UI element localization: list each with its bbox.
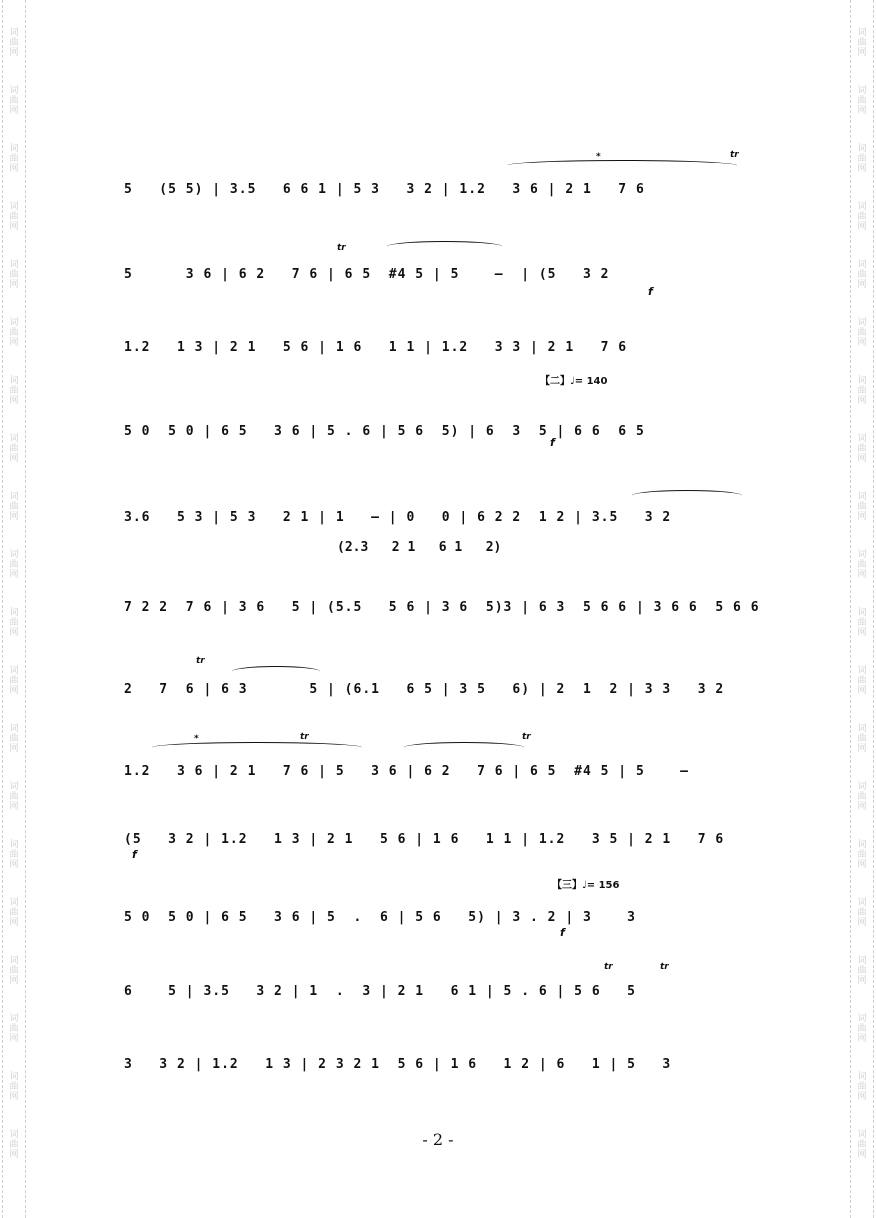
watermark-char: 网 (9, 222, 19, 232)
watermark-char: 曲 (9, 908, 19, 918)
watermark-char: 网 (9, 1092, 19, 1102)
score-row-12 (112, 1035, 762, 1105)
trill-mark: tr (730, 150, 739, 160)
watermark-char: 词 (9, 144, 19, 154)
watermark-char: 网 (9, 454, 19, 464)
watermark-char: 词 (857, 28, 867, 38)
watermark-char: 曲 (857, 502, 867, 512)
watermark-char: 词 (9, 318, 19, 328)
score-row-10 (112, 880, 762, 958)
watermark-char: 曲 (857, 328, 867, 338)
watermark-char: 曲 (9, 1082, 19, 1092)
watermark-char: 词 (857, 260, 867, 270)
watermark-char: 网 (9, 164, 19, 174)
watermark-char: 网 (9, 106, 19, 116)
watermark-char: 词 (857, 434, 867, 444)
watermark-char: 词 (9, 492, 19, 502)
watermark-char: 曲 (857, 618, 867, 628)
watermark-char: 曲 (9, 386, 19, 396)
notation-line: 1.2 1 3 | 2 1 5 6 | 1 6 1 1 | 1.2 3 3 | 2 1 7 6 (124, 340, 628, 355)
watermark-char: 网 (9, 570, 19, 580)
watermark-char: 网 (857, 976, 867, 986)
watermark-char: 词 (857, 782, 867, 792)
watermark-char: 曲 (857, 154, 867, 164)
watermark-char: 网 (9, 686, 19, 696)
watermark-char: 网 (9, 1150, 19, 1160)
watermark-char: 网 (9, 48, 19, 58)
watermark-char: 词 (857, 666, 867, 676)
watermark-char: 网 (857, 396, 867, 406)
watermark-char: 网 (857, 686, 867, 696)
watermark-char: 曲 (857, 38, 867, 48)
watermark-char: 词 (9, 202, 19, 212)
watermark-char: 词 (857, 318, 867, 328)
watermark-char: 网 (857, 48, 867, 58)
watermark-char: 词 (857, 86, 867, 96)
watermark-char: 曲 (857, 560, 867, 570)
watermark-char: 词 (9, 956, 19, 966)
forte-dynamic: f (132, 848, 137, 861)
watermark-char: 曲 (857, 676, 867, 686)
watermark-char: 曲 (857, 1024, 867, 1034)
watermark-char: 网 (857, 454, 867, 464)
watermark-char: 曲 (9, 502, 19, 512)
score-row-9 (112, 810, 762, 880)
watermark-char: 词 (857, 1130, 867, 1140)
watermark-char: 词 (9, 28, 19, 38)
watermark-char: 词 (857, 202, 867, 212)
slur-mark (632, 490, 742, 501)
watermark-char: 词 (857, 492, 867, 502)
watermark-char: 网 (9, 860, 19, 870)
watermark-char: 词 (9, 666, 19, 676)
watermark-char: 网 (857, 918, 867, 928)
watermark-char: 网 (9, 512, 19, 522)
score-row-2 (112, 245, 762, 315)
watermark-char: 网 (857, 338, 867, 348)
watermark-char: 词 (9, 840, 19, 850)
trill-mark: tr (337, 243, 346, 253)
watermark-char: 词 (9, 434, 19, 444)
watermark-char: 网 (9, 918, 19, 928)
watermark-char: 词 (9, 724, 19, 734)
watermark-char: 词 (857, 956, 867, 966)
watermark-char: 网 (857, 164, 867, 174)
slur-mark (404, 742, 524, 753)
watermark-char: 曲 (9, 270, 19, 280)
watermark-char: 词 (857, 608, 867, 618)
notation-line: 2 7 6 | 6 3 5 | (6.1 6 5 | 3 5 6) | 2 1 2 | 3 3 3 2 (124, 682, 725, 697)
page-number: - 2 - (422, 1130, 454, 1149)
section-tempo-label: 【三】♩= 156 (552, 880, 620, 891)
notation-line: 5 (5 5) | 3.5 6 6 1 | 5 3 3 2 | 1.2 3 6 | 2 1 7 6 (124, 182, 645, 197)
notation-subline: (2.3 2 1 6 1 2) (337, 540, 502, 555)
watermark-char: 网 (857, 570, 867, 580)
slur-mark (507, 160, 737, 171)
slur-mark (152, 742, 362, 753)
notation-line: 3 3 2 | 1.2 1 3 | 2 3 2 1 5 6 | 1 6 1 2 | 6 1 | 5 3 (124, 1057, 672, 1072)
watermark-char: 网 (9, 280, 19, 290)
watermark-char: 曲 (9, 618, 19, 628)
star-mark: * (596, 152, 601, 162)
watermark-char: 词 (9, 608, 19, 618)
watermark-char: 词 (9, 898, 19, 908)
watermark-char: 词 (9, 1014, 19, 1024)
watermark-char: 网 (9, 744, 19, 754)
watermark-char: 网 (9, 628, 19, 638)
watermark-char: 曲 (857, 966, 867, 976)
score-row-7 (112, 656, 762, 730)
watermark-char: 曲 (9, 444, 19, 454)
notation-line: (5 3 2 | 1.2 1 3 | 2 1 5 6 | 1 6 1 1 | 1.2 3 5 | 2 1 7 6 (124, 832, 725, 847)
watermark-char: 词 (9, 86, 19, 96)
watermark-char: 曲 (9, 560, 19, 570)
score-row-1 (112, 150, 762, 230)
score-row-3 (112, 318, 762, 388)
watermark-char: 网 (857, 1092, 867, 1102)
watermark-char: 曲 (9, 966, 19, 976)
watermark-char: 曲 (9, 38, 19, 48)
score-row-8 (112, 732, 762, 812)
watermark-char: 词 (9, 376, 19, 386)
watermark-char: 曲 (9, 1140, 19, 1150)
watermark-char: 曲 (857, 1140, 867, 1150)
watermark-char: 曲 (9, 1024, 19, 1034)
watermark-char: 曲 (857, 1082, 867, 1092)
watermark-char: 曲 (857, 212, 867, 222)
watermark-char: 曲 (857, 270, 867, 280)
watermark-char: 网 (857, 628, 867, 638)
trill-mark: tr (604, 962, 613, 972)
watermark-char: 词 (857, 724, 867, 734)
watermark-char: 曲 (9, 850, 19, 860)
watermark-char: 曲 (857, 96, 867, 106)
slur-mark (387, 241, 502, 252)
watermark-char: 网 (857, 1150, 867, 1160)
watermark-char: 曲 (9, 734, 19, 744)
watermark-char: 曲 (857, 792, 867, 802)
watermark-char: 网 (9, 396, 19, 406)
watermark-char: 曲 (9, 676, 19, 686)
watermark-char: 曲 (857, 386, 867, 396)
forte-dynamic: f (560, 926, 565, 939)
trill-mark: tr (196, 656, 205, 666)
forte-dynamic: f (550, 436, 555, 449)
notation-line: 1.2 3 6 | 2 1 7 6 | 5 3 6 | 6 2 7 6 | 6 5 #4 5 | 5 — (124, 764, 689, 779)
notation-line: 6 5 | 3.5 3 2 | 1 . 3 | 2 1 6 1 | 5 . 6 | 5 6 5 (124, 984, 636, 999)
score-row-4 (112, 376, 762, 472)
watermark-char: 网 (857, 860, 867, 870)
watermark-char: 网 (857, 744, 867, 754)
watermark-char: 词 (857, 1014, 867, 1024)
watermark-char: 词 (9, 1130, 19, 1140)
watermark-char: 词 (857, 144, 867, 154)
watermark-char: 词 (857, 1072, 867, 1082)
notation-line: 5 0 5 0 | 6 5 3 6 | 5 . 6 | 5 6 5) | 6 3 5 | 6 6 6 5 (124, 424, 645, 439)
watermark-char: 词 (857, 550, 867, 560)
watermark-char: 网 (9, 1034, 19, 1044)
watermark-char: 网 (9, 338, 19, 348)
watermark-char: 网 (9, 976, 19, 986)
watermark-char: 曲 (857, 908, 867, 918)
watermark-char: 网 (857, 1034, 867, 1044)
watermark-char: 词 (857, 376, 867, 386)
watermark-char: 词 (9, 260, 19, 270)
section-tempo-label: 【二】♩= 140 (540, 376, 608, 387)
watermark-char: 曲 (9, 792, 19, 802)
notation-line: 7 2 2 7 6 | 3 6 5 | (5.5 5 6 | 3 6 5)3 | 6 3 5 6 6 | 3 6 6 5 6 6 (124, 600, 760, 615)
watermark-char: 曲 (9, 154, 19, 164)
watermark-char: 词 (857, 840, 867, 850)
watermark-char: 网 (9, 802, 19, 812)
notation-line: 3.6 5 3 | 5 3 2 1 | 1 — | 0 0 | 6 2 2 1 2 | 3.5 3 2 (124, 510, 672, 525)
watermark-char: 曲 (9, 212, 19, 222)
slur-mark (232, 666, 320, 677)
watermark-char: 网 (857, 280, 867, 290)
watermark-char: 网 (857, 802, 867, 812)
watermark-char: 曲 (9, 96, 19, 106)
watermark-char: 网 (857, 106, 867, 116)
notation-line: 5 3 6 | 6 2 7 6 | 6 5 #4 5 | 5 — | (5 3 2 (124, 267, 610, 282)
star-mark: * (194, 734, 199, 744)
notation-line: 5 0 5 0 | 6 5 3 6 | 5 . 6 | 5 6 5) | 3 . 2 | 3 3 (124, 910, 636, 925)
trill-mark: tr (660, 962, 669, 972)
watermark-char: 词 (9, 1072, 19, 1082)
watermark-char: 词 (9, 782, 19, 792)
watermark-char: 曲 (857, 850, 867, 860)
watermark-char: 词 (857, 898, 867, 908)
trill-mark: tr (300, 732, 309, 742)
trill-mark: tr (522, 732, 531, 742)
watermark-char: 网 (857, 222, 867, 232)
score-row-6 (112, 578, 762, 648)
watermark-char: 曲 (9, 328, 19, 338)
score-row-5 (112, 488, 762, 558)
watermark-char: 曲 (857, 734, 867, 744)
forte-dynamic: f (648, 285, 653, 298)
watermark-char: 词 (9, 550, 19, 560)
watermark-char: 曲 (857, 444, 867, 454)
watermark-char: 网 (857, 512, 867, 522)
score-row-11 (112, 962, 762, 1032)
